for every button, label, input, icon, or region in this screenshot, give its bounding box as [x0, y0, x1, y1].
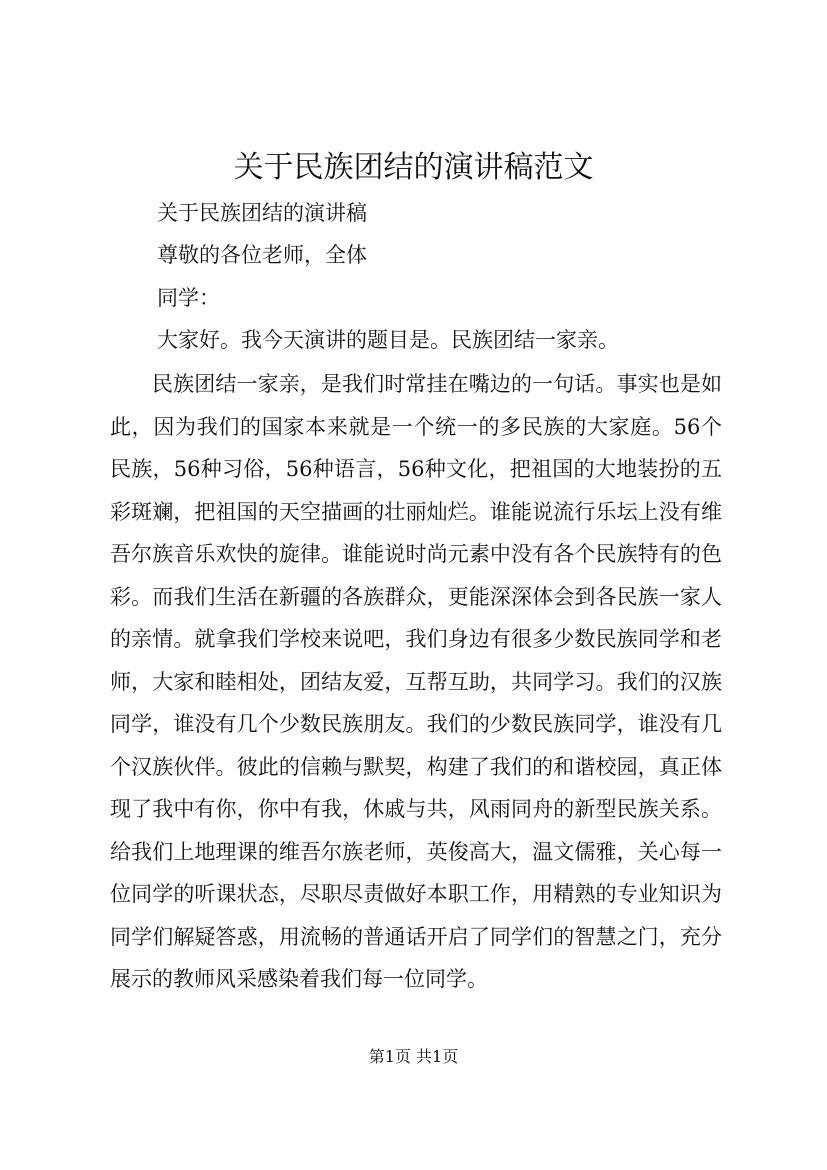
salutation-continuation: 同学：	[157, 286, 220, 310]
salutation-line: 尊敬的各位老师，全体	[157, 243, 367, 267]
subtitle-line: 关于民族团结的演讲稿	[157, 201, 367, 225]
body-paragraph: 民族团结一家亲，是我们时常挂在嘴边的一句话。事实也是如此，因为我们的国家本来就是一个统一的多民族的大家庭。56个民族，56种习俗，56种语言，56种文化，把祖国的大地装扮的五彩斑斓，把祖国的天空描画的壮丽灿烂。谁能说流行乐坛上没有维吾尔族音乐欢快的旋律。谁能说时尚元素中没有各个民族特有的色彩。而我们生活在新疆的各族群众，更能深深体会到各民族一家人的亲情。就拿我们学校来说吧，我们身边有很多少数民族同学和老师，大家和睦相处，团结友爱，互帮互助，共同学习。我们的汉族同学，谁没有几个少数民族朋友。我们的少数民族同学，谁没有几个汉族伙伴。彼此的信赖与默契，构建了我们的和谐校园，真正体现了我中有你，你中有我，休戚与共，风雨同舟的新型民族关系。给我们上地理课的维吾尔族老师，英俊高大，温文儒雅，关心每一位同学的听课状态，尽职尽责做好本职工作，用精熟的专业知识为同学们解疑答惑，用流畅的普通话开启了同学们的智慧之门，充分展示的教师风采感染着我们每一位同学。	[110, 372, 722, 991]
document-title: 关于民族团结的演讲稿范文	[233, 150, 594, 185]
page-footer: 第1页 共1页	[368, 1047, 459, 1066]
greeting-line: 大家好。我今天演讲的题目是。民族团结一家亲。	[157, 328, 619, 352]
